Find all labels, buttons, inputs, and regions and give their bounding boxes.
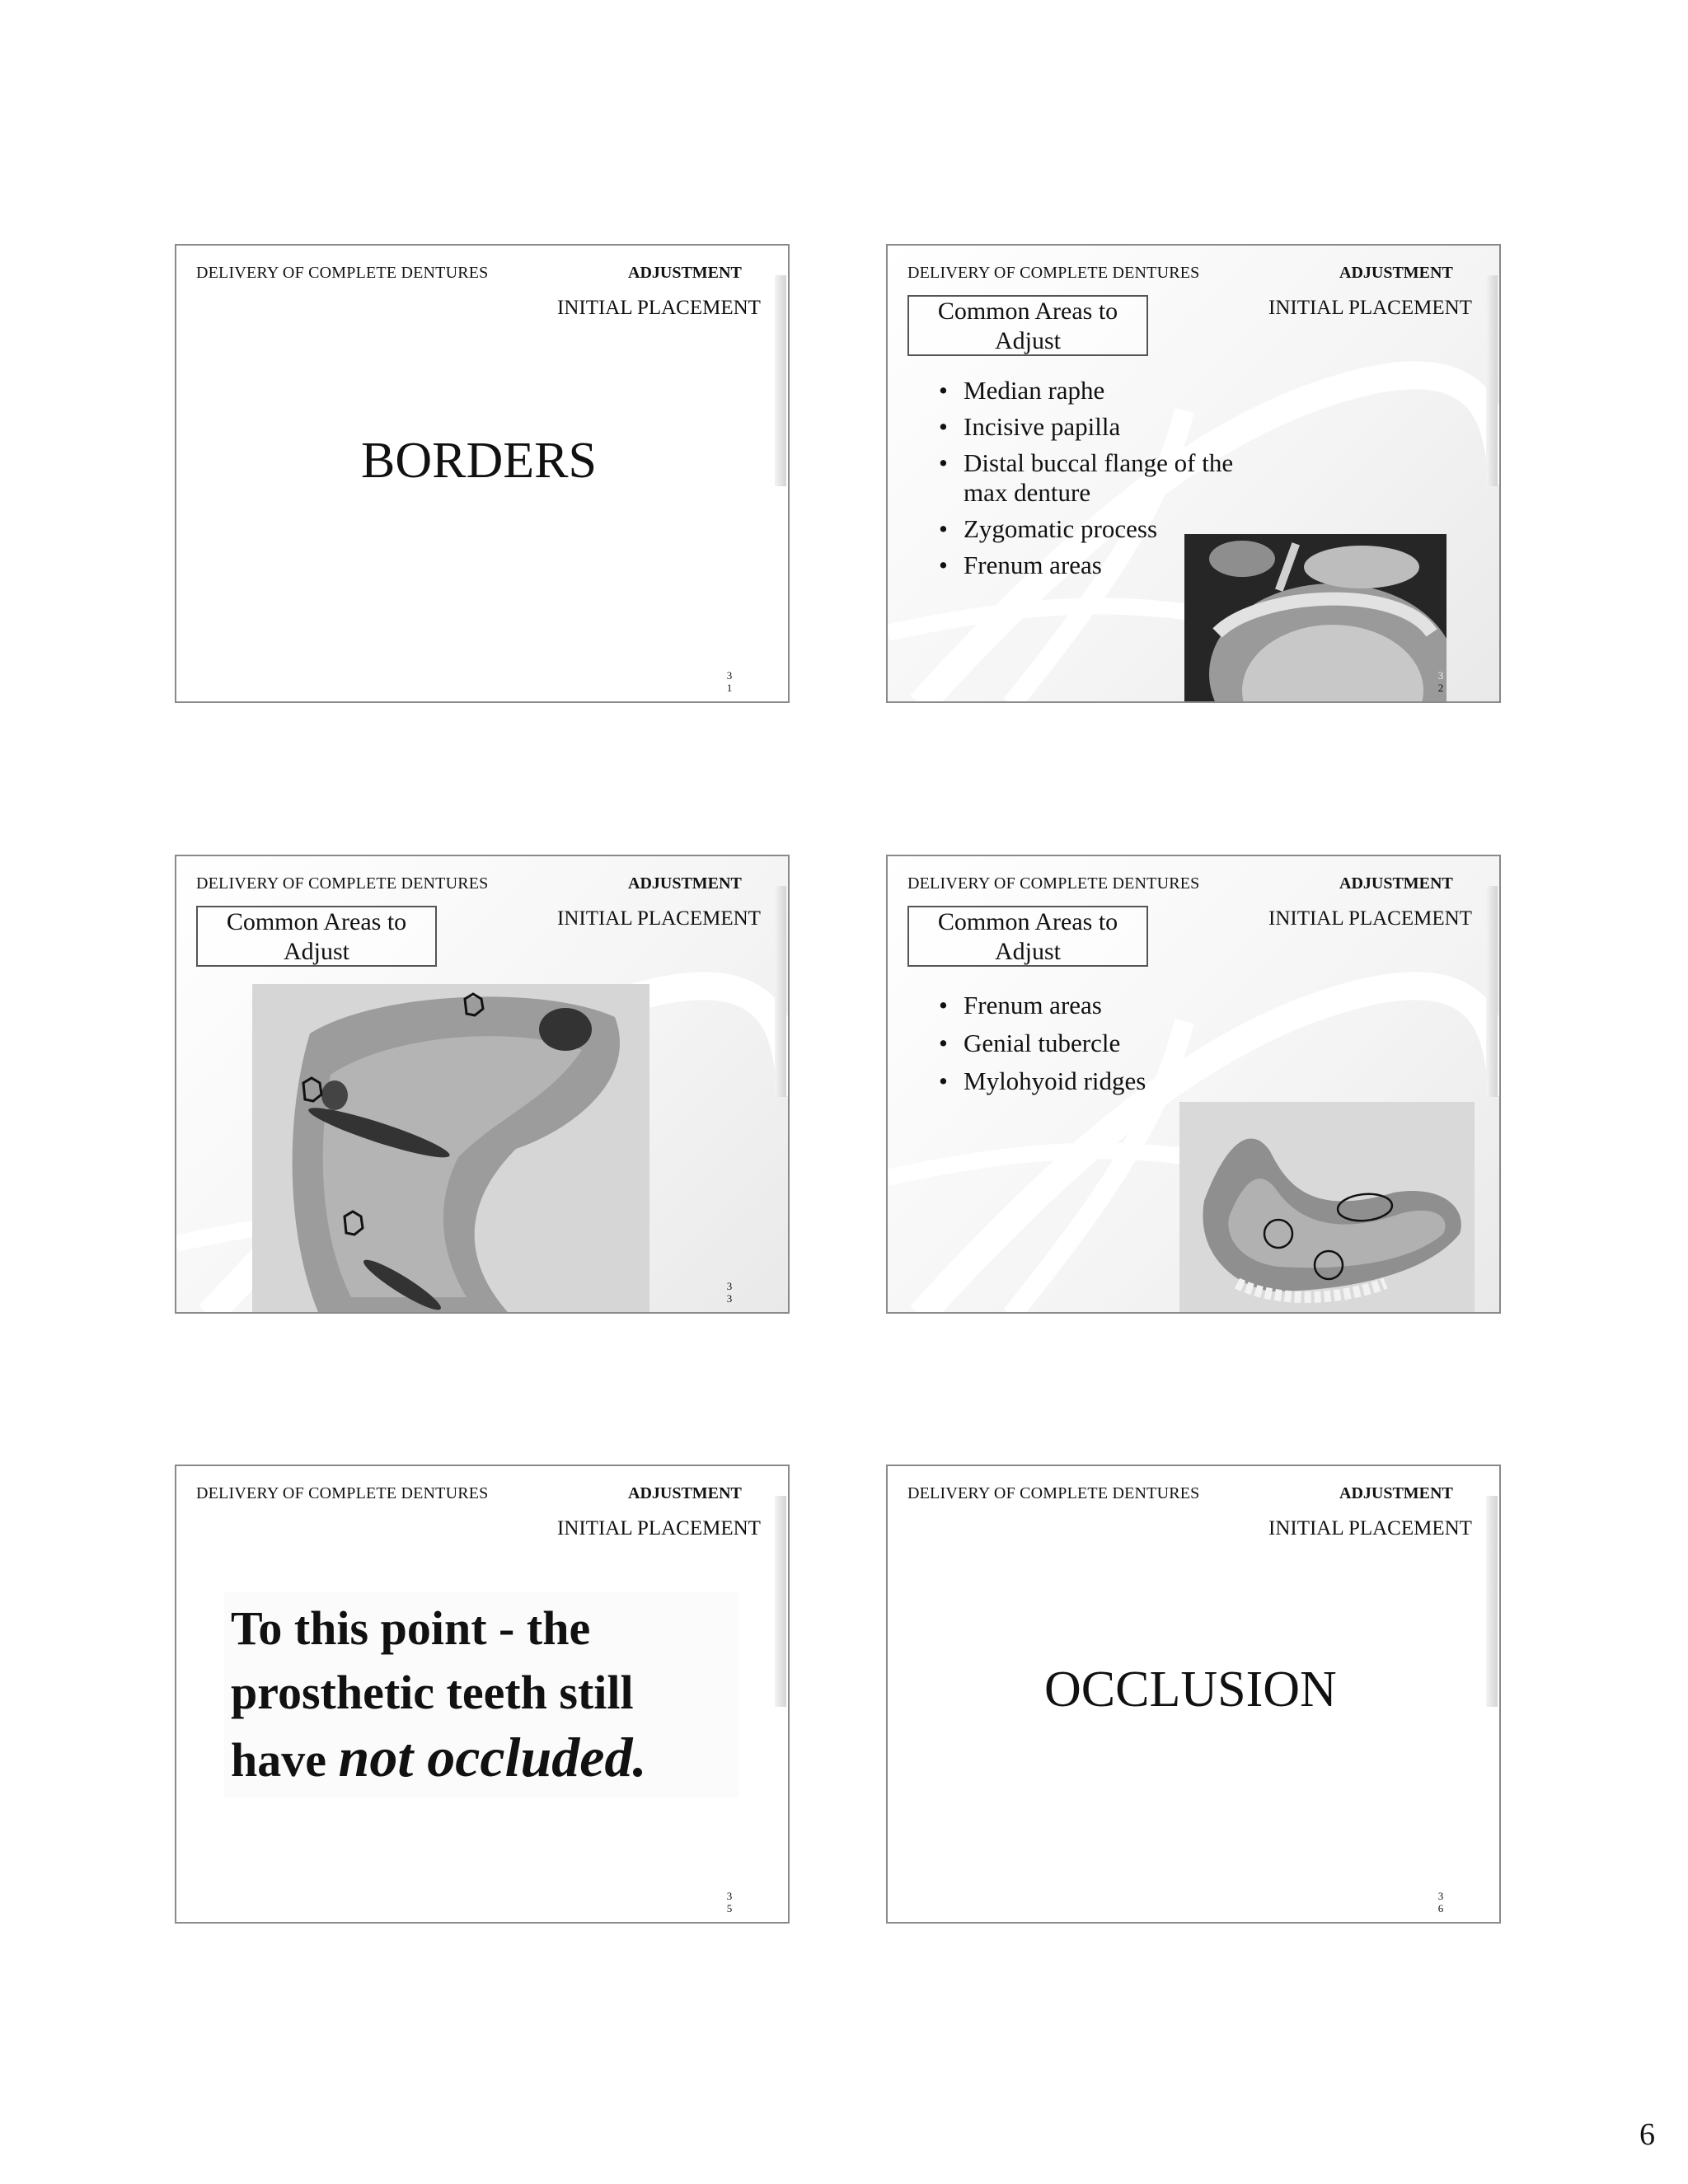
slide-header-left: DELIVERY OF COMPLETE DENTURES <box>907 264 1200 282</box>
bullet-item: • Mylohyoid ridges <box>939 1066 1268 1097</box>
slide-statement <box>224 1591 738 1797</box>
statement-line-2: prosthetic teeth still <box>231 1666 634 1719</box>
slide-header-right: ADJUSTMENT <box>1339 874 1453 893</box>
slide-1 <box>175 244 790 703</box>
slide-subheader: INITIAL PLACEMENT <box>557 1517 761 1540</box>
slide-header-left: DELIVERY OF COMPLETE DENTURES <box>907 874 1200 893</box>
bullet-item: • Frenum areas <box>939 551 1268 580</box>
slide-header-right: ADJUSTMENT <box>1339 1484 1453 1502</box>
slide-subheader: INITIAL PLACEMENT <box>1268 907 1472 930</box>
slide-header-right: ADJUSTMENT <box>1339 264 1453 282</box>
slide-5 <box>175 1465 790 1924</box>
statement-emphasis: not occluded <box>338 1726 633 1788</box>
page-number-top: 3 <box>726 1280 733 1292</box>
slide-page-number <box>724 669 735 694</box>
slide-box-title <box>907 906 1148 967</box>
box-title-line-2: Adjust <box>994 938 1061 965</box>
slide-subheader: INITIAL PLACEMENT <box>1268 1517 1472 1540</box>
slide-sidebar-bar <box>775 275 786 486</box>
box-title-line-1: Common Areas to <box>937 908 1118 935</box>
slide-sidebar-bar <box>775 1496 786 1707</box>
bullet-item: • Incisive papilla <box>939 412 1268 442</box>
denture-adjustment-photo <box>1184 534 1447 703</box>
box-title-line-2: Adjust <box>994 327 1061 354</box>
statement-end: . <box>632 1726 647 1788</box>
slide-title: BORDERS <box>361 433 597 489</box>
slide-header-left: DELIVERY OF COMPLETE DENTURES <box>196 874 489 893</box>
bullet-item: • Frenum areas <box>939 990 1268 1021</box>
page-number-bottom: 6 <box>1437 1902 1444 1915</box>
slide-subheader: INITIAL PLACEMENT <box>557 297 761 319</box>
page-number-top: 3 <box>1437 1890 1444 1902</box>
slide-page-number <box>1435 1890 1447 1915</box>
statement-line-1: To this point - the <box>231 1601 591 1655</box>
bullet-item: • Zygomatic process <box>939 514 1268 544</box>
slide-subheader: INITIAL PLACEMENT <box>1268 297 1472 319</box>
mandibular-denture-photo <box>1179 1102 1475 1314</box>
page-number-top: 3 <box>1437 669 1444 682</box>
box-title-line-1: Common Areas to <box>226 908 407 935</box>
slide-box-title <box>907 295 1148 356</box>
page-number-bottom: 3 <box>726 1292 733 1305</box>
slide-header-left: DELIVERY OF COMPLETE DENTURES <box>907 1484 1200 1502</box>
slide-sidebar-bar <box>775 886 786 1097</box>
page-number-bottom: 5 <box>726 1902 733 1915</box>
slide-sidebar-bar <box>1486 886 1498 1097</box>
slide-header-right: ADJUSTMENT <box>628 264 742 282</box>
slide-page-number <box>724 1280 735 1305</box>
slide-box-title <box>196 906 437 967</box>
maxillary-denture-photo <box>252 984 649 1312</box>
page-number-top: 3 <box>726 1890 733 1902</box>
page-number-bottom: 2 <box>1437 682 1444 694</box>
slide-page-number <box>724 1890 735 1915</box>
slide-page-number <box>1435 669 1447 694</box>
bullet-item: • Distal buccal flange of the max denture <box>939 448 1268 508</box>
box-title-line-1: Common Areas to <box>937 298 1118 325</box>
slide-title: OCCLUSION <box>1044 1661 1337 1718</box>
statement-plain: have <box>231 1733 339 1787</box>
bullet-list <box>939 990 1268 1104</box>
bullet-item: • Genial tubercle <box>939 1028 1268 1059</box>
slide-2 <box>886 244 1501 703</box>
page-number-top: 3 <box>726 669 733 682</box>
slide-6 <box>886 1465 1501 1924</box>
slide-3 <box>175 855 790 1314</box>
statement-line-3 <box>231 1725 732 1793</box>
slide-subheader: INITIAL PLACEMENT <box>557 907 761 930</box>
slide-4 <box>886 855 1501 1314</box>
box-title-line-2: Adjust <box>283 938 349 965</box>
slide-header-left: DELIVERY OF COMPLETE DENTURES <box>196 264 489 282</box>
slide-header-right: ADJUSTMENT <box>628 874 742 893</box>
page-number-bottom: 1 <box>726 682 733 694</box>
slide-header-right: ADJUSTMENT <box>628 1484 742 1502</box>
slide-sidebar-bar <box>1486 275 1498 486</box>
slide-header-left: DELIVERY OF COMPLETE DENTURES <box>196 1484 489 1502</box>
document-page-number: 6 <box>1639 2117 1655 2152</box>
slide-sidebar-bar <box>1486 1496 1498 1707</box>
bullet-item: • Median raphe <box>939 376 1268 405</box>
